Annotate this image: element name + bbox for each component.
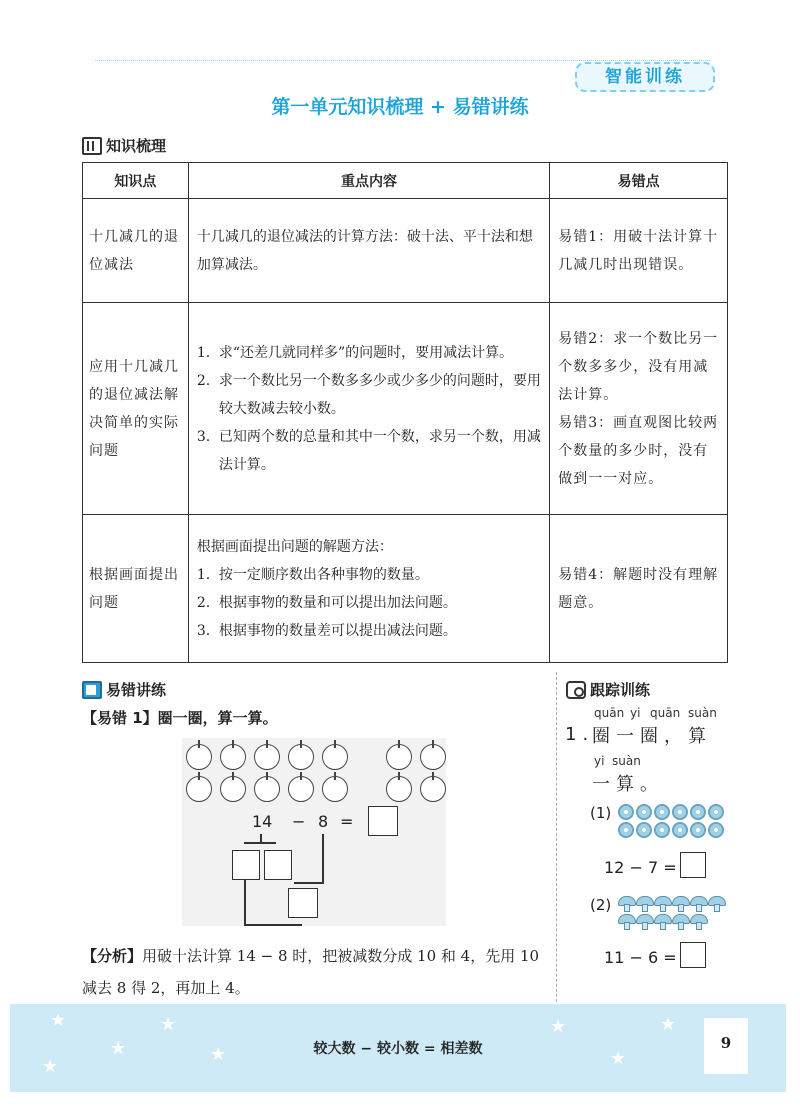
star-icon: ★ — [160, 1014, 177, 1035]
footer-formula: 较大数 − 较小数 = 相差数 — [313, 1041, 483, 1057]
mushroom-icon — [618, 896, 634, 910]
follow-heading — [566, 679, 650, 700]
sub-question-1-label: (1) — [590, 804, 612, 822]
pinyin: yi — [630, 706, 641, 720]
table-header-row — [83, 163, 728, 199]
mushroom-icon — [654, 914, 670, 928]
split-box-left[interactable] — [232, 850, 260, 880]
star-icon: ★ — [550, 1016, 567, 1037]
equation-minus: − — [292, 812, 306, 831]
apple-icon — [386, 744, 412, 770]
question-tag: 【易错 1】 — [82, 709, 158, 727]
practice-heading-text: 易错讲练 — [106, 681, 167, 699]
flower-icon — [654, 804, 670, 820]
gear-icon — [566, 681, 586, 699]
pinyin: suàn — [688, 706, 717, 720]
apple-icon — [322, 744, 348, 770]
col-header-errors: 易错点 — [550, 163, 728, 199]
apple-icon — [288, 744, 314, 770]
question-title — [82, 707, 278, 728]
split-line — [260, 834, 262, 842]
apple-icon — [420, 776, 446, 802]
sub-question-2-label: (2) — [590, 896, 612, 914]
apple-icon — [420, 744, 446, 770]
equation-equals: = — [340, 812, 354, 831]
row-point: 十几减几的退位减法 — [83, 199, 189, 303]
item-number: 3. — [196, 622, 211, 639]
row-point: 应用十几减几的退位减法解决简单的实际问题 — [83, 303, 189, 515]
mushroom-icon — [708, 896, 724, 910]
apple-icon — [186, 744, 212, 770]
table-row — [83, 199, 728, 303]
mushroom-icon — [618, 914, 634, 928]
star-icon: ★ — [660, 1014, 677, 1035]
star-icon: ★ — [210, 1044, 227, 1065]
apple-icon — [322, 776, 348, 802]
row-errors — [550, 515, 728, 663]
split-line — [244, 842, 276, 844]
flower-icon — [654, 822, 670, 838]
analysis-paragraph — [82, 940, 552, 1004]
equation-minuend: 14 — [252, 812, 273, 831]
table-row — [83, 303, 728, 515]
apple-icon — [254, 776, 280, 802]
error-item: 易错4：解题时没有理解题意。 — [558, 566, 719, 611]
apple-icon — [254, 744, 280, 770]
footer-band — [10, 1004, 786, 1092]
follow-question-line2: 一算。 — [592, 774, 664, 795]
row-content — [188, 303, 549, 515]
star-icon: ★ — [50, 1010, 67, 1031]
pinyin: quān — [650, 706, 681, 720]
flower-icon — [636, 804, 652, 820]
pinyin: suàn — [612, 754, 641, 768]
flower-icon — [618, 822, 634, 838]
item-number: 1. — [196, 344, 211, 361]
page-number: 9 — [720, 1034, 732, 1052]
content-item — [197, 617, 541, 645]
table-row — [83, 515, 728, 663]
star-icon: ★ — [42, 1056, 59, 1077]
practice-heading — [82, 679, 166, 700]
error-item: 易错2：求一个数比另一个数多多少，没有用减法计算。 — [558, 330, 719, 403]
question-number: 1. — [565, 724, 595, 745]
apple-icon — [386, 776, 412, 802]
row-errors — [550, 199, 728, 303]
apple-icon — [288, 776, 314, 802]
notebook-icon — [82, 137, 102, 155]
analysis-tag: 【分析】 — [82, 947, 143, 965]
content-item — [197, 367, 541, 423]
col-header-content: 重点内容 — [188, 163, 549, 199]
row-errors — [550, 303, 728, 515]
follow-heading-text: 跟踪训练 — [590, 681, 651, 699]
result-box[interactable] — [288, 888, 318, 918]
flower-icon — [672, 822, 688, 838]
item-number: 2. — [196, 372, 211, 389]
answer-box[interactable] — [680, 942, 706, 968]
item-text: 求“还差几就同样多”的问题时，要用减法计算。 — [218, 344, 514, 361]
content-item — [197, 423, 541, 479]
question-text: 圈一圈，算一算。 — [157, 709, 278, 727]
content-item — [197, 561, 541, 589]
row-content — [188, 515, 549, 663]
answer-box[interactable] — [368, 806, 398, 836]
section-badge: 智能训练 — [575, 62, 715, 92]
item-text: 求一个数比另一个数多多少或少多少的问题时，要用较大数减去较小数。 — [218, 372, 541, 417]
mushroom-icon — [690, 914, 706, 928]
item-number: 1. — [196, 566, 211, 583]
sub-question-1-equation: 12 − 7 = — [604, 858, 677, 877]
flower-icon — [672, 804, 688, 820]
split-box-right[interactable] — [264, 850, 292, 880]
mushroom-icon — [672, 896, 688, 910]
pinyin: quān — [594, 706, 625, 720]
row-content — [188, 199, 549, 303]
col-header-point: 知识点 — [83, 163, 189, 199]
item-text: 已知两个数的总量和其中一个数，求另一个数，用减法计算。 — [218, 428, 541, 473]
item-text: 根据事物的数量差可以提出减法问题。 — [218, 622, 457, 639]
item-text: 按一定顺序数出各种事物的数量。 — [218, 566, 429, 583]
split-line — [244, 880, 246, 924]
split-line — [322, 834, 324, 882]
flower-icon — [690, 804, 706, 820]
pinyin: yi — [594, 754, 605, 768]
split-line — [294, 882, 324, 884]
mushroom-icon — [654, 896, 670, 910]
follow-question-line1: 圈一圈，算 — [592, 726, 712, 747]
mushroom-icon — [672, 914, 688, 928]
content-intro: 十几减几的退位减法的计算方法：破十法、平十法和想加算减法。 — [196, 228, 533, 273]
content-intro: 根据画面提出问题的解题方法： — [196, 538, 393, 555]
apple-figure — [182, 738, 446, 926]
apple-icon — [186, 776, 212, 802]
error-item: 易错1：用破十法计算十几减几时出现错误。 — [558, 228, 719, 273]
mushroom-icon — [636, 896, 652, 910]
page-title: 第一单元知识梳理 + 易错讲练 — [271, 96, 529, 118]
apple-icon — [220, 776, 246, 802]
answer-box[interactable] — [680, 852, 706, 878]
flower-icon — [636, 822, 652, 838]
content-item — [197, 339, 541, 367]
flower-icon — [708, 822, 724, 838]
flower-icon — [618, 804, 634, 820]
star-icon: ★ — [110, 1038, 127, 1059]
column-divider — [556, 672, 557, 1032]
analysis-text: 用破十法计算 14 − 8 时，把被减数分成 10 和 4，先用 10 减去 8 得 2，再加上 4。 — [82, 947, 540, 997]
item-number: 2. — [196, 594, 211, 611]
split-line — [244, 924, 302, 926]
flower-icon — [708, 804, 724, 820]
knowledge-heading — [82, 135, 166, 156]
book-icon — [82, 681, 102, 699]
flower-icon — [690, 822, 706, 838]
star-icon: ★ — [610, 1048, 627, 1069]
knowledge-table — [82, 162, 728, 663]
item-number: 3. — [196, 428, 211, 445]
mushroom-icon — [636, 914, 652, 928]
row-point: 根据画面提出问题 — [83, 515, 189, 663]
content-item — [197, 589, 541, 617]
sub-question-2-equation: 11 − 6 = — [604, 948, 677, 967]
equation-subtrahend: 8 — [318, 812, 329, 831]
item-text: 根据事物的数量和可以提出加法问题。 — [218, 594, 457, 611]
mushroom-icon — [690, 896, 706, 910]
apple-icon — [220, 744, 246, 770]
knowledge-heading-text: 知识梳理 — [106, 137, 167, 155]
error-item: 易错3：画直观图比较两个数量的多少时，没有做到一一对应。 — [558, 414, 719, 487]
